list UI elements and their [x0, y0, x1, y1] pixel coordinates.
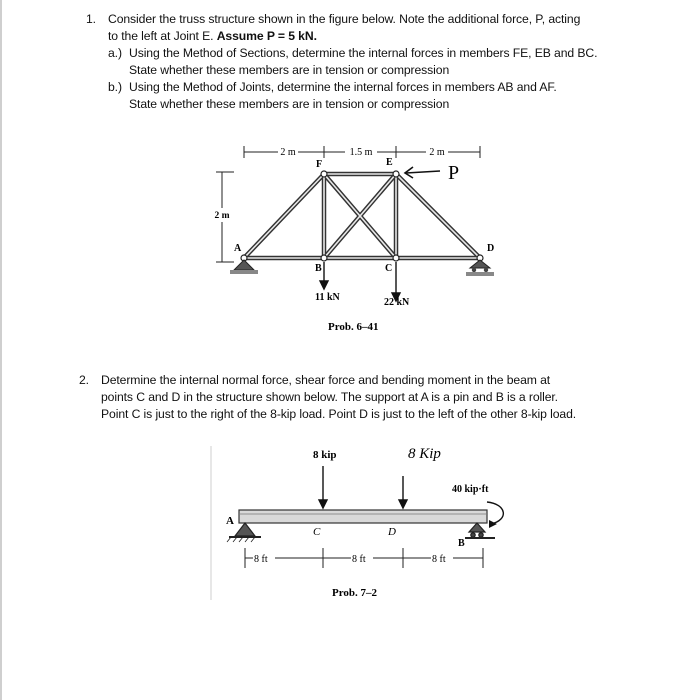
point-c-label: C: [313, 526, 321, 538]
joint-b-label: B: [315, 263, 322, 274]
pin-support-a: [230, 260, 258, 274]
force-p-label: P: [448, 162, 460, 184]
point-a-label: A: [226, 515, 234, 527]
joint-f-label: F: [316, 159, 323, 170]
load-right-label: 8 Kip: [408, 446, 441, 462]
force-p-arrow: [405, 167, 440, 178]
truss-figure: [200, 138, 510, 338]
load-arrow-right: [399, 476, 407, 508]
part-b-line-1: Using the Method of Joints, determine the internal forces in members AB and AF.: [129, 80, 557, 94]
figure-2-caption: Prob. 7–2: [332, 587, 378, 599]
figure-1-caption: Prob. 6–41: [328, 321, 379, 333]
dim-1-5m: 1.5 m: [349, 147, 373, 158]
load-arrow-c: [392, 262, 400, 301]
load-b-label: 11 kN: [315, 292, 340, 303]
dim-2m-left: 2 m: [280, 147, 296, 158]
dim-3-label: 8 ft: [432, 554, 446, 565]
joint-f-pin: [321, 171, 327, 177]
dim-2m-right: 2 m: [429, 147, 445, 158]
moment-label: 40 kip·ft: [452, 484, 489, 495]
joint-e-pin: [393, 171, 399, 177]
part-b-label: b.): [108, 80, 122, 94]
problem-2-line-2: points C and D in the structure shown below. The support at A is a pin and B is a roller.: [101, 390, 558, 404]
problem-1-assumption: Assume P = 5 kN.: [216, 29, 317, 43]
dim-1-label: 8 ft: [254, 554, 268, 565]
joint-b-pin: [321, 255, 327, 261]
beam-figure: [205, 440, 515, 610]
load-c-label: 22 kN: [384, 297, 410, 308]
problem-1: [86, 11, 676, 113]
problem-1-line-2: to the left at Joint E.: [108, 29, 217, 43]
problem-2-line-3: Point C is just to the right of the 8-kip load. Point D is just to the left of the other 8-kip load.: [101, 407, 577, 421]
point-b-label: B: [458, 538, 465, 549]
truss-members: [244, 174, 480, 258]
joint-d-label: D: [487, 243, 495, 254]
load-arrow-left: [319, 466, 327, 508]
part-a-label: a.): [108, 46, 122, 60]
roller-support-d: [466, 260, 494, 276]
point-d-label: D: [388, 526, 396, 538]
problem-2: [79, 372, 679, 423]
joint-c-pin: [393, 255, 399, 261]
beam: [239, 510, 487, 523]
dim-height: 2 m: [214, 211, 230, 221]
problem-1-line-1: Consider the truss structure shown in the figure below. Note the additional force, P, acting: [108, 12, 581, 26]
part-a-line-1: Using the Method of Sections, determine the internal forces in members FE, EB and BC.: [129, 46, 598, 60]
dim-2-label: 8 ft: [352, 554, 366, 565]
joint-c-label: C: [385, 263, 393, 274]
problem-1-part-b: [86, 79, 676, 113]
part-b-line-2: State whether these members are in tension or compression: [129, 97, 450, 111]
load-left-label: 8 kip: [313, 449, 337, 461]
problem-1-part-a: [86, 45, 676, 79]
part-a-line-2: State whether these members are in tension or compression: [129, 63, 450, 77]
problem-2-number: 2.: [79, 373, 89, 387]
joint-a-label: A: [234, 243, 242, 254]
scan-edge: [0, 0, 2, 700]
joint-e-label: E: [386, 157, 393, 168]
problem-1-number: 1.: [86, 12, 96, 26]
problem-2-line-1: Determine the internal normal force, shear force and bending moment in the beam at: [101, 373, 551, 387]
